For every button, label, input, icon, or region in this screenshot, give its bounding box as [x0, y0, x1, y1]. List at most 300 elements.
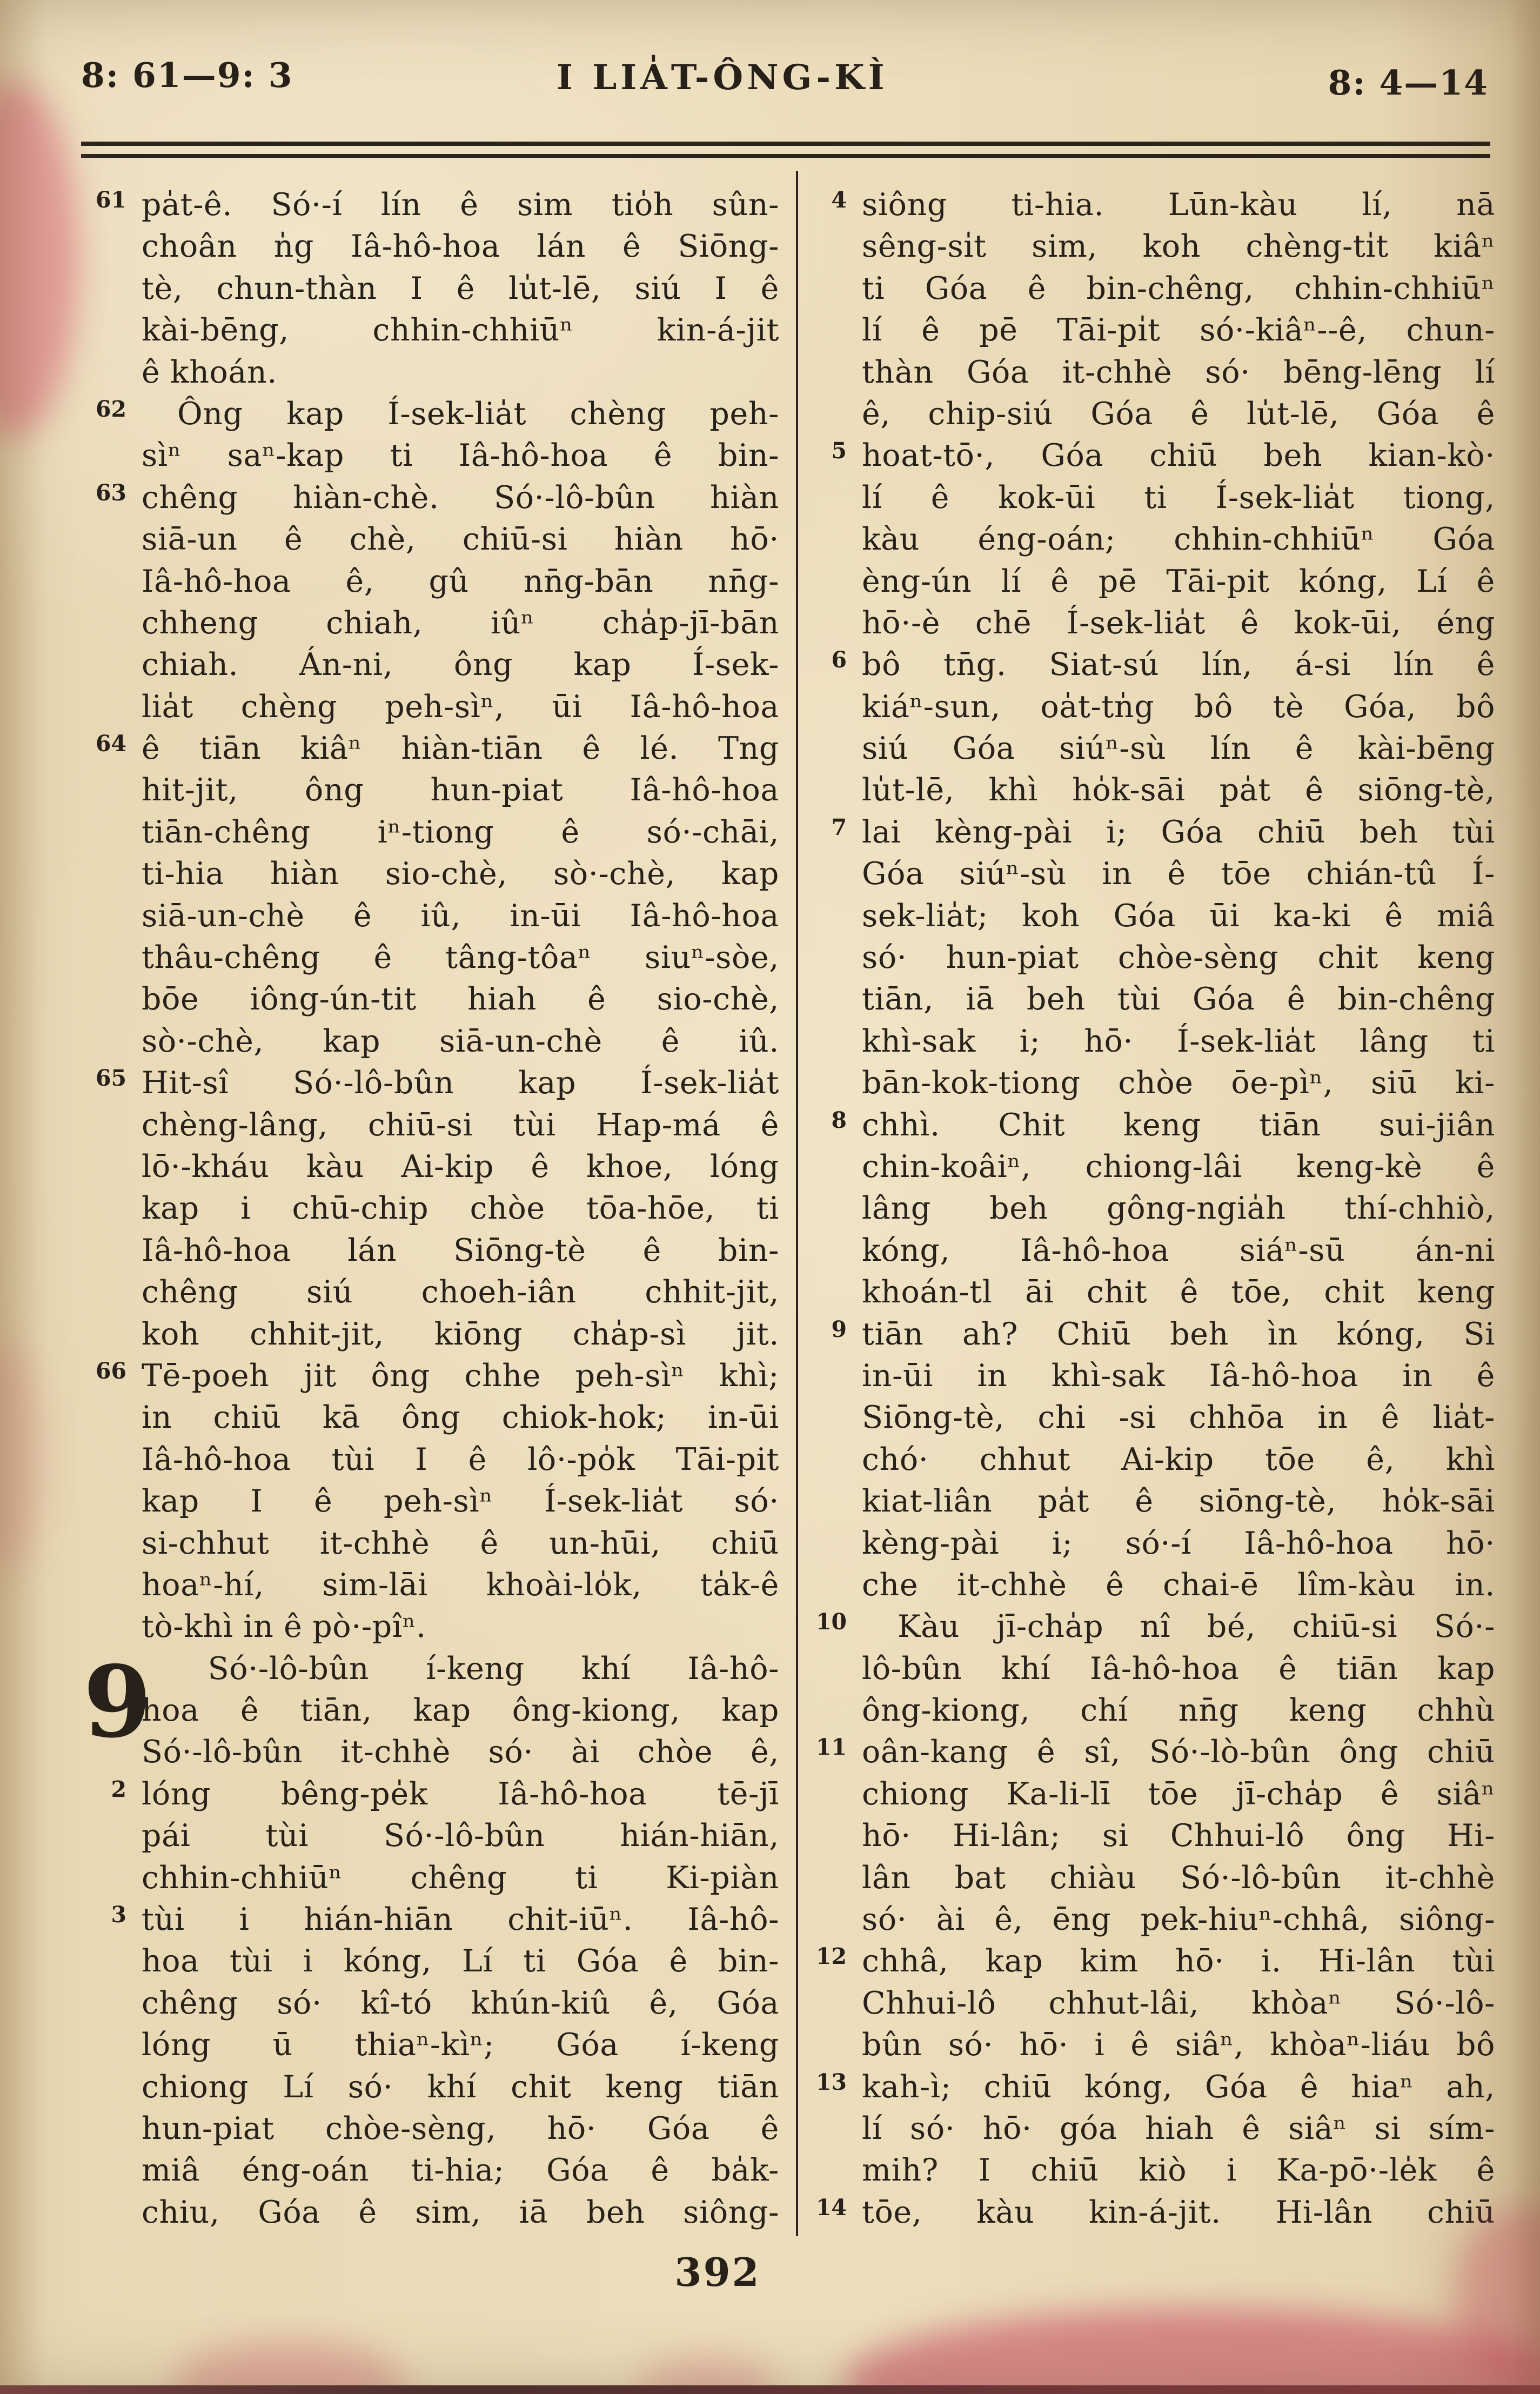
- verse-number: [81, 561, 142, 603]
- verse-text: chhì. Chit keng tiān sui-jiân: [862, 1107, 1495, 1143]
- text-line: [801, 2150, 1495, 2191]
- left-column: [81, 184, 779, 2233]
- text-line: [81, 937, 779, 979]
- verse-text: tiān, iā beh tùi Góa ê bin-chêng: [862, 981, 1495, 1018]
- verse-text: kap i chū-chip chòe tōa-hōe, ti: [142, 1191, 779, 1227]
- text-line: [801, 1314, 1495, 1355]
- verse-text: lóng bêng-pe̍k Iâ-hô-hoa tē-jī: [142, 1776, 779, 1812]
- text-line: [801, 686, 1495, 728]
- column-divider: [796, 171, 798, 2236]
- verse-number: [801, 1481, 862, 1522]
- verse-number: 62: [95, 396, 126, 422]
- verse-number: [81, 2067, 142, 2108]
- verse-text: Siōng-tè, chi -si chhōa in ê lia̍t-: [862, 1400, 1495, 1436]
- verse-number: [801, 1397, 862, 1439]
- text-line: [81, 853, 779, 895]
- text-line: [81, 2067, 779, 2108]
- verse-text: siā-un ê chè, chiū-si hiàn hō·: [142, 521, 779, 558]
- verse-number: [801, 937, 862, 979]
- text-line: [801, 1606, 1495, 1648]
- text-line: [801, 937, 1495, 979]
- verse-text: chiong Ka-li-lī tōe jī-cha̍p ê siâⁿ: [862, 1776, 1495, 1812]
- text-line: [801, 2192, 1495, 2233]
- verse-number: [801, 1439, 862, 1481]
- text-line: [81, 644, 779, 686]
- verse-text: ti Góa ê bin-chêng, chhin-chhiūⁿ: [862, 270, 1495, 306]
- verse-number: [81, 770, 142, 811]
- text-line: [801, 310, 1495, 351]
- verse-number: [801, 1899, 862, 1941]
- verse-number: [801, 979, 862, 1020]
- verse-text: tōe, kàu kin-á-jit. Hi-lân chiū: [862, 2194, 1495, 2230]
- verse-number: [81, 853, 142, 895]
- verse-text: kài-bēng, chhin-chhiūⁿ kin-á-jit: [142, 312, 779, 349]
- text-line: [81, 728, 779, 770]
- verse-text: chèng-lâng, chiū-si tùi Hap-má ê: [142, 1107, 779, 1143]
- verse-text: lâng beh gông-ngia̍h thí-chhiò,: [862, 1191, 1495, 1227]
- verse-number: 64: [95, 731, 126, 757]
- verse-text: chiu, Góa ê sim, iā beh siông-: [142, 2194, 779, 2230]
- verse-text: hō·-è chē Í-sek-lia̍t ê kok-ūi, éng: [862, 605, 1495, 641]
- text-line: [801, 2067, 1495, 2108]
- verse-number: [801, 393, 862, 435]
- verse-text: Só·-lô-bûn í-keng khí Iâ-hô-: [207, 1650, 779, 1687]
- text-line: [801, 1815, 1495, 1857]
- text-line: [81, 1314, 779, 1355]
- verse-number: [801, 310, 862, 351]
- verse-text: chiah. Án-ni, ông kap Í-sek-: [142, 647, 779, 683]
- verse-text: bōe iông-ún-tit hiah ê sio-chè,: [142, 981, 779, 1018]
- text-line: [81, 1272, 779, 1313]
- verse-text: lia̍t chèng peh-sìⁿ, ūi Iâ-hô-hoa: [142, 688, 779, 725]
- verse-number: [801, 1523, 862, 1564]
- text-line: [81, 2024, 779, 2066]
- verse-number: [801, 1648, 862, 1690]
- page-number: 392: [674, 2249, 761, 2295]
- text-line: [801, 519, 1495, 560]
- verse-text: khoán-tl āi chit ê tōe, chit keng: [862, 1274, 1495, 1310]
- verse-number: 7: [831, 814, 847, 840]
- verse-number: [81, 1021, 142, 1062]
- verse-number: [81, 2150, 142, 2191]
- text-line: [81, 1397, 779, 1439]
- verse-text: hoat-tō·, Góa chiū beh kian-kò·: [862, 438, 1495, 474]
- text-line: [81, 352, 779, 393]
- verse-text: tiān-chêng iⁿ-tiong ê só·-chāi,: [142, 814, 779, 850]
- text-line: [81, 2192, 779, 2233]
- verse-text: Kàu jī-cha̍p nî bé, chiū-si Só·-: [898, 1609, 1495, 1645]
- verse-number: [801, 1690, 862, 1731]
- verse-text: chiong Lí só· khí chit keng tiān: [142, 2069, 779, 2105]
- text-line: [81, 1230, 779, 1272]
- verse-text: chêng hiàn-chè. Só·-lô-bûn hiàn: [142, 479, 779, 516]
- verse-text: kap I ê peh-sìⁿ Í-sek-lia̍t só·: [142, 1483, 779, 1520]
- verse-text: pa̍t-ê. Só·-í lín ê sim tio̍h sûn-: [142, 187, 779, 223]
- verse-text: chêng só· kî-tó khún-kiû ê, Góa: [142, 1985, 779, 2021]
- verse-text: Iâ-hô-hoa lán Siōng-tè ê bin-: [142, 1232, 779, 1268]
- verse-number: [801, 1188, 862, 1229]
- verse-number: 65: [95, 1065, 126, 1092]
- verse-number: [801, 477, 862, 519]
- text-line: [801, 1648, 1495, 1690]
- verse-text: lóng ū thiaⁿ-kìⁿ; Góa í-keng: [142, 2027, 779, 2063]
- verse-number: [801, 853, 862, 895]
- verse-number: [801, 686, 862, 728]
- text-line: [81, 310, 779, 351]
- verse-number: [81, 1397, 142, 1439]
- verse-number: [81, 1188, 142, 1229]
- verse-number: [801, 728, 862, 770]
- verse-text: kèng-pài i; só·-í Iâ-hô-hoa hō·: [862, 1525, 1495, 1561]
- verse-number: [81, 1857, 142, 1899]
- verse-text: Hit-sî Só·-lô-bûn kap Í-sek-lia̍t: [142, 1065, 779, 1101]
- text-line: [801, 1355, 1495, 1397]
- verse-text: si-chhut it-chhè ê un-hūi, chiū: [142, 1525, 779, 1561]
- ink-stain: [0, 1340, 43, 1573]
- text-line: [81, 1523, 779, 1564]
- verse-number: 11: [815, 1734, 847, 1761]
- header-right-reference: 8: 4—14: [1328, 63, 1489, 103]
- text-line: [801, 895, 1495, 937]
- verse-text: Chhui-lô chhut-lâi, khòaⁿ Só·-lô-: [862, 1985, 1495, 2021]
- text-line: [81, 979, 779, 1020]
- verse-text: lí ê kok-ūi ti Í-sek-lia̍t tiong,: [862, 479, 1495, 516]
- verse-text: hō· Hi-lân; si Chhui-lô ông Hi-: [862, 1818, 1495, 1854]
- verse-number: [801, 1355, 862, 1397]
- verse-text: bān-kok-tiong chòe ōe-pìⁿ, siū ki-: [862, 1065, 1495, 1101]
- verse-text: koh chhit-jit, kiōng cha̍p-sì jit.: [142, 1316, 779, 1352]
- verse-number: [81, 519, 142, 560]
- verse-number: 10: [815, 1609, 847, 1635]
- page-bottom-edge: [0, 2385, 1540, 2394]
- text-line: [801, 268, 1495, 310]
- verse-text: Góa siúⁿ-sù in ê tōe chián-tû Í-: [862, 856, 1495, 892]
- verse-number: [801, 1146, 862, 1188]
- verse-number: [81, 644, 142, 686]
- text-line: [801, 393, 1495, 435]
- verse-number: 4: [831, 187, 847, 213]
- verse-number: [801, 603, 862, 644]
- verse-text: miâ éng-oán ti-hia; Góa ê ba̍k-: [142, 2152, 779, 2189]
- verse-text: Iâ-hô-hoa tùi I ê lô·-po̍k Tāi-pit: [142, 1441, 779, 1477]
- text-line: [81, 603, 779, 644]
- verse-number: 13: [815, 2069, 847, 2095]
- verse-number: 61: [95, 187, 126, 213]
- text-line: [801, 603, 1495, 644]
- verse-number: [81, 2108, 142, 2150]
- verse-text: lō·-kháu kàu Ai-kip ê khoe, lóng: [142, 1148, 779, 1185]
- text-line: [81, 477, 779, 519]
- verse-text: Tē-poeh jit ông chhe peh-sìⁿ khì;: [142, 1358, 779, 1394]
- double-rule: [81, 142, 1490, 158]
- text-line: [81, 1983, 779, 2024]
- verse-number: [81, 1439, 142, 1481]
- verse-text: ê khoán.: [142, 354, 278, 390]
- text-line: [801, 2108, 1495, 2150]
- verse-text: chêng siú choeh-iân chhit-jit,: [142, 1274, 779, 1310]
- text-line: [81, 686, 779, 728]
- verse-number: [81, 1230, 142, 1272]
- text-line: [81, 1899, 779, 1941]
- right-column: [801, 184, 1495, 2233]
- verse-text: lí ê pē Tāi-pi̍t só·-kiâⁿ--ê, chun-: [862, 312, 1495, 349]
- text-line: [81, 1481, 779, 1522]
- page-header: [81, 55, 1489, 109]
- verse-number: [81, 1983, 142, 2024]
- verse-text: mih? I chiū kiò i Ka-pō·-le̍k ê: [862, 2152, 1495, 2189]
- verse-text: sek-lia̍t; koh Góa ūi ka-ki ê miâ: [862, 898, 1495, 934]
- verse-text: lai kèng-pài i; Góa chiū beh tùi: [862, 814, 1495, 850]
- text-line: [81, 1355, 779, 1397]
- verse-number: [81, 895, 142, 937]
- verse-text: èng-ún lí ê pē Tāi-pit kóng, Lí ê: [862, 563, 1495, 599]
- verse-number: [81, 1523, 142, 1564]
- verse-text: Só·-lô-bûn it-chhè só· ài chòe ê,: [142, 1734, 779, 1770]
- verse-number: 2: [111, 1776, 126, 1802]
- verse-number: 6: [831, 647, 847, 673]
- verse-text: hit-jit, ông hun-piat Iâ-hô-hoa: [142, 772, 779, 808]
- text-line: [81, 1815, 779, 1857]
- verse-number: [801, 2024, 862, 2066]
- verse-text: kiat-liân pa̍t ê siōng-tè, ho̍k-sāi: [862, 1483, 1495, 1520]
- text-line: [801, 1774, 1495, 1815]
- verse-text: lân bat chiàu Só·-lô-bûn it-chhè: [862, 1860, 1495, 1896]
- text-line: [81, 226, 779, 268]
- verse-number: [801, 770, 862, 811]
- verse-text: bô tn̄g. Siat-sú lín, á-si lín ê: [862, 647, 1495, 683]
- verse-text: lí só· hō· góa hiah ê siâⁿ si sím-: [862, 2110, 1495, 2146]
- verse-number: [81, 603, 142, 644]
- verse-text: tò-khì in ê pò·-pîⁿ.: [142, 1609, 426, 1645]
- text-line: [81, 184, 779, 226]
- verse-number: [81, 1272, 142, 1313]
- verse-text: hoa ê tiān, kap ông-kiong, kap: [142, 1693, 779, 1729]
- verse-text: só· hun-piat chòe-sèng chit keng: [862, 940, 1495, 976]
- ink-stain: [843, 2308, 1540, 2394]
- text-line: [81, 1021, 779, 1062]
- verse-text: bûn só· hō· i ê siâⁿ, khòaⁿ-liáu bô: [862, 2027, 1495, 2063]
- text-line: [801, 1021, 1495, 1062]
- text-line: [81, 1146, 779, 1188]
- verse-number: [81, 2192, 142, 2233]
- verse-number: 5: [831, 438, 847, 464]
- text-line: [81, 895, 779, 937]
- text-line: [81, 770, 779, 811]
- text-line: [801, 853, 1495, 895]
- verse-number: [81, 310, 142, 351]
- verse-text: kóng, Iâ-hô-hoa siáⁿ-sū án-ni: [862, 1232, 1495, 1268]
- verse-text: pái tùi Só·-lô-bûn hián-hiān,: [142, 1818, 779, 1854]
- text-line: [801, 352, 1495, 393]
- verse-text: Iâ-hô-hoa ê, gû nn̄g-bān nn̄g-: [142, 563, 779, 599]
- text-line: [801, 979, 1495, 1020]
- verse-number: [81, 2024, 142, 2066]
- verse-text: ti-hia hiàn sio-chè, sò·-chè, kap: [142, 856, 779, 892]
- verse-number: [801, 1774, 862, 1815]
- verse-number: [81, 1314, 142, 1355]
- text-line: [801, 2024, 1495, 2066]
- verse-number: [81, 226, 142, 268]
- text-line: [801, 1481, 1495, 1522]
- verse-text: hoa tùi i kóng, Lí ti Góa ê bin-: [142, 1943, 779, 1980]
- text-line: [81, 435, 779, 477]
- verse-number: 63: [95, 479, 126, 506]
- text-line: [81, 393, 779, 435]
- verse-text: sò·-chè, kap siā-un-chè ê iû.: [142, 1023, 779, 1059]
- verse-number: 9: [831, 1316, 847, 1342]
- verse-text: kiáⁿ-sun, oa̍t-tn̍g bô tè Góa, bô: [862, 688, 1495, 725]
- text-line: [81, 561, 779, 603]
- text-line: [801, 1397, 1495, 1439]
- text-line: [801, 812, 1495, 853]
- verse-number: 8: [831, 1107, 847, 1133]
- verse-number: [801, 1983, 862, 2024]
- text-line: [81, 1941, 779, 1982]
- text-line: [801, 435, 1495, 477]
- verse-text: kah-ì; chiū kóng, Góa ê hiaⁿ ah,: [862, 2069, 1495, 2105]
- verse-text: lu̍t-lē, khì ho̍k-sāi pa̍t ê siōng-tè,: [862, 772, 1495, 808]
- text-line: [801, 1564, 1495, 1606]
- verse-text: siú Góa siúⁿ-sù lín ê kài-bēng: [862, 731, 1495, 767]
- text-line: [801, 1146, 1495, 1188]
- verse-number: 14: [815, 2194, 847, 2221]
- text-line: [81, 1439, 779, 1481]
- text-line: [801, 1272, 1495, 1313]
- verse-number: [81, 1481, 142, 1522]
- text-line: [81, 519, 779, 560]
- text-line: [801, 770, 1495, 811]
- verse-number: [801, 226, 862, 268]
- verse-number: [801, 519, 862, 560]
- text-line: [801, 644, 1495, 686]
- verse-text: khì-sak i; hō· Í-sek-lia̍t lâng ti: [862, 1023, 1495, 1059]
- text-line: [81, 268, 779, 310]
- verse-text: lô-bûn khí Iâ-hô-hoa ê tiān kap: [862, 1650, 1495, 1687]
- verse-number: [801, 1062, 862, 1104]
- verse-text: choân n̍g Iâ-hô-hoa lán ê Siōng-: [142, 229, 779, 265]
- header-left-reference: 8: 61—9: 3: [81, 55, 293, 95]
- verse-number: [801, 2150, 862, 2191]
- verse-text: in-ūi in khì-sak Iâ-hô-hoa in ê: [862, 1358, 1495, 1394]
- verse-number: [81, 1606, 142, 1648]
- verse-number: [801, 268, 862, 310]
- verse-number: [801, 1564, 862, 1606]
- verse-number: [81, 1815, 142, 1857]
- verse-number: [81, 979, 142, 1020]
- text-line: [801, 184, 1495, 226]
- text-line: [81, 1188, 779, 1229]
- verse-text: tè, chun-thàn I ê lu̍t-lē, siú I ê: [142, 270, 779, 306]
- text-line: [801, 561, 1495, 603]
- verse-text: che it-chhè ê chai-ē lîm-kàu in.: [862, 1567, 1495, 1603]
- text-line: [801, 1523, 1495, 1564]
- text-line: [81, 1774, 779, 1815]
- text-line: [801, 226, 1495, 268]
- verse-text: chin-koâiⁿ, chiong-lâi keng-kè ê: [862, 1148, 1495, 1185]
- text-line: [81, 2150, 779, 2191]
- text-line: [81, 2108, 779, 2150]
- text-line: [801, 1899, 1495, 1941]
- text-line: [801, 1230, 1495, 1272]
- verse-number: [801, 1021, 862, 1062]
- verse-text: chó· chhut Ai-kip tōe ê, khì: [862, 1441, 1495, 1477]
- text-line: [801, 1062, 1495, 1104]
- ink-stain: [0, 81, 78, 438]
- text-line: [81, 1606, 779, 1648]
- verse-number: [801, 561, 862, 603]
- verse-text: hun-piat chòe-sèng, hō· Góa ê: [142, 2110, 779, 2146]
- verse-number: [81, 686, 142, 728]
- text-line: [801, 728, 1495, 770]
- verse-text: ông-kiong, chí nn̄g keng chhù: [862, 1693, 1495, 1729]
- verse-text: sêng-si̍t sim, koh chèng-ti̍t kiâⁿ: [862, 229, 1495, 265]
- verse-number: [81, 352, 142, 393]
- verse-text: oân-kang ê sî, Só·-lò-bûn ông chiū: [862, 1734, 1495, 1770]
- verse-number: [81, 435, 142, 477]
- verse-text: tiān ah? Chiū beh ìn kóng, Si: [862, 1316, 1495, 1352]
- verse-number: [801, 1272, 862, 1313]
- text-line: [801, 1941, 1495, 1982]
- verse-text: só· ài ê, ēng pek-hiuⁿ-chhâ, siông-: [862, 1902, 1495, 1938]
- verse-text: thàn Góa it-chhè só· bēng-lēng lí: [862, 354, 1495, 390]
- verse-text: sìⁿ saⁿ-kap ti Iâ-hô-hoa ê bin-: [142, 438, 779, 474]
- verse-number: [801, 895, 862, 937]
- verse-text: chheng chiah, iûⁿ cha̍p-jī-bān: [142, 605, 779, 641]
- verse-number: 3: [111, 1902, 126, 1928]
- text-line: [801, 477, 1495, 519]
- text-line: [81, 1062, 779, 1104]
- text-line: [801, 1188, 1495, 1229]
- text-line: [801, 1731, 1495, 1773]
- verse-number: 66: [95, 1358, 126, 1384]
- verse-number: [801, 1230, 862, 1272]
- verse-text: ê, chip-siú Góa ê lu̍t-lē, Góa ê: [862, 396, 1495, 432]
- verse-number: [81, 1564, 142, 1606]
- text-line: [801, 1105, 1495, 1146]
- text-line: [801, 1439, 1495, 1481]
- verse-text: thâu-chêng ê tâng-tôaⁿ siuⁿ-sòe,: [142, 940, 779, 976]
- text-line: [801, 1983, 1495, 2024]
- verse-text: siā-un-chè ê iû, in-ūi Iâ-hô-hoa: [142, 898, 779, 934]
- verse-number: [81, 937, 142, 979]
- text-line: [81, 1731, 779, 1773]
- verse-number: 12: [815, 1943, 847, 1970]
- verse-number: [801, 2108, 862, 2150]
- verse-text: chhâ, kap kim hō· i. Hi-lân tùi: [862, 1943, 1495, 1980]
- verse-number: [81, 268, 142, 310]
- verse-number: [81, 812, 142, 853]
- chapter-number: 9: [83, 1643, 152, 1760]
- verse-text: tùi i hián-hiān chit-iūⁿ. Iâ-hô-: [142, 1902, 779, 1938]
- verse-text: Ông kap Í-sek-lia̍t chèng peh-: [177, 396, 779, 432]
- verse-text: siông ti-hia. Lūn-kàu lí, nā: [862, 187, 1495, 223]
- verse-text: in chiū kā ông chiok-hok; in-ūi: [142, 1400, 779, 1436]
- text-line: [801, 1857, 1495, 1899]
- verse-number: [81, 1146, 142, 1188]
- page-title: I LIA̍T-ÔNG-KÌ: [557, 57, 888, 98]
- verse-number: [81, 1941, 142, 1982]
- text-line: [81, 1690, 779, 1731]
- text-line: [81, 1857, 779, 1899]
- verse-text: kàu éng-oán; chhin-chhiūⁿ Góa: [862, 521, 1495, 558]
- text-line: [81, 812, 779, 853]
- verse-text: chhin-chhiūⁿ chêng ti Ki-piàn: [142, 1860, 779, 1896]
- verse-text: ê tiān kiâⁿ hiàn-tiān ê lé. Tng: [142, 731, 779, 767]
- verse-number: [801, 352, 862, 393]
- text-line: [81, 1105, 779, 1146]
- verse-text: hoaⁿ-hí, sim-lāi khoài-lo̍k, ta̍k-ê: [142, 1567, 779, 1603]
- verse-number: [81, 1105, 142, 1146]
